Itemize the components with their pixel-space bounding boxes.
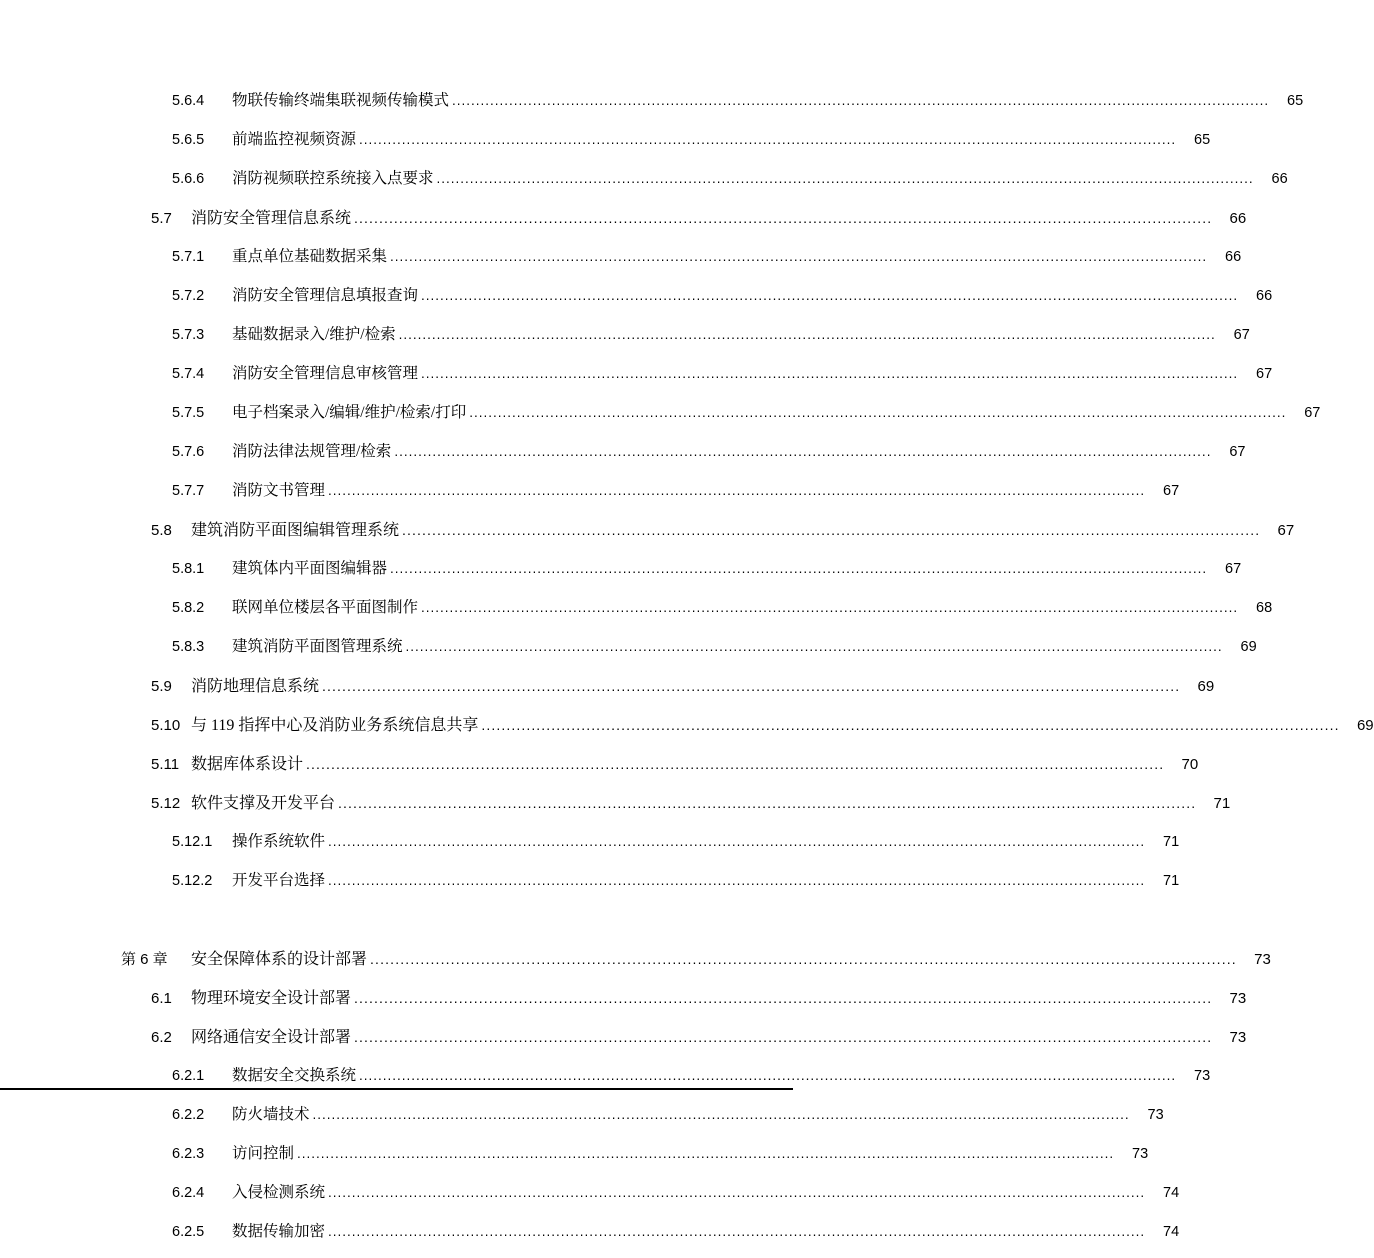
toc-leader-dots [406,640,1223,654]
toc-entry[interactable] [0,400,1321,439]
toc-leader-dots [481,718,1339,732]
toc-entry-number: 5.8 [151,522,172,539]
toc-entry-title: 建筑体内平面图编辑器 [232,560,388,577]
toc-entry[interactable] [0,283,1273,322]
toc-entry-title: 重点单位基础数据采集 [232,248,388,265]
toc-entry-page-number: 68 [1256,600,1273,616]
toc-entry[interactable] [0,439,1246,478]
toc-entry-number: 5.8.1 [172,561,205,577]
toc-leader-dots [399,328,1216,342]
toc-entry-title: 消防安全管理信息系统 [191,210,352,227]
toc-entry[interactable] [0,751,1199,790]
toc-entry-number: 5.7.2 [172,288,205,304]
toc-entry-page-number: 65 [1287,93,1304,109]
toc-leader-dots [390,250,1207,264]
toc-leader-dots [328,874,1145,888]
toc-leader-dots [421,367,1238,381]
toc-entry[interactable] [0,166,1288,205]
toc-spacer [0,907,793,946]
toc-entry[interactable] [0,790,1231,829]
toc-entry-page-number: 73 [1229,990,1247,1007]
toc-entry-number: 5.8.2 [172,600,205,616]
toc-entry-title: 防火墙技术 [232,1106,310,1123]
toc-entry-page-number: 69 [1197,678,1215,695]
table-of-contents [0,88,1374,1258]
toc-entry-title: 建筑消防平面图编辑管理系统 [191,522,400,539]
toc-leader-dots [359,133,1176,147]
toc-entry-title: 与 119 指挥中心及消防业务系统信息共享 [191,717,479,734]
toc-entry-number: 5.11 [151,756,180,773]
toc-entry-number: 6.2.4 [172,1185,205,1201]
toc-entry[interactable] [0,205,1247,244]
toc-leader-dots [338,796,1196,810]
toc-entry-title: 联网单位楼层各平面图制作 [232,599,419,616]
toc-entry-number: 第 6 章 [121,951,168,968]
toc-entry-title: 电子档案录入/编辑/维护/检索/打印 [232,404,467,421]
toc-leader-dots [370,952,1237,966]
toc-entry-number: 5.12.1 [172,834,213,850]
toc-entry-number: 6.2.3 [172,1146,205,1162]
toc-entry-page-number: 73 [1229,1029,1247,1046]
toc-entry-title: 网络通信安全设计部署 [191,1029,352,1046]
toc-entry[interactable] [0,361,1273,400]
toc-entry-title: 数据库体系设计 [191,756,304,773]
toc-entry-page-number: 74 [1163,1224,1180,1240]
toc-entry-page-number: 73 [1132,1146,1149,1162]
toc-entry-page-number: 67 [1163,483,1180,499]
toc-leader-dots [452,94,1269,108]
toc-entry-page-number: 71 [1213,795,1231,812]
toc-entry-page-number: 73 [1254,951,1271,968]
toc-entry-number: 5.12.2 [172,873,213,889]
toc-entry-title: 开发平台选择 [232,872,326,889]
toc-entry-title: 入侵检测系统 [232,1184,326,1201]
toc-entry-number: 5.7.1 [172,249,205,265]
toc-entry-page-number: 67 [1229,444,1246,460]
toc-entry[interactable] [0,1219,1180,1258]
toc-entry-page-number: 67 [1256,366,1273,382]
toc-leader-dots [328,484,1145,498]
toc-entry-title: 消防安全管理信息审核管理 [232,365,419,382]
toc-entry-page-number: 66 [1229,210,1247,227]
toc-leader-dots [322,679,1180,693]
toc-entry-title: 前端监控视频资源 [232,131,357,148]
toc-leader-dots [354,1030,1212,1044]
toc-entry-title: 数据传输加密 [232,1223,326,1240]
toc-entry-title: 消防视频联控系统接入点要求 [232,170,434,187]
toc-entry[interactable] [0,1180,1180,1219]
toc-entry[interactable] [0,946,1271,985]
toc-entry-title: 物理环境安全设计部署 [191,990,352,1007]
toc-leader-dots [354,991,1212,1005]
toc-entry[interactable] [0,556,1242,595]
toc-leader-dots [421,601,1238,615]
toc-entry-title: 消防安全管理信息填报查询 [232,287,419,304]
toc-entry[interactable] [0,88,1304,127]
toc-leader-dots [394,445,1211,459]
toc-entry-page-number: 69 [1356,717,1374,734]
toc-entry[interactable] [0,712,1374,751]
toc-entry[interactable] [0,1102,1164,1141]
toc-entry-page-number: 67 [1304,405,1321,421]
toc-entry-number: 5.12 [151,795,181,812]
toc-entry-page-number: 67 [1233,327,1250,343]
toc-entry-title: 安全保障体系的设计部署 [191,951,368,968]
toc-entry[interactable] [0,322,1250,361]
toc-entry[interactable] [0,244,1242,283]
toc-entry[interactable] [0,985,1247,1024]
toc-entry-page-number: 74 [1163,1185,1180,1201]
toc-entry-page-number: 67 [1277,522,1295,539]
toc-entry[interactable] [0,1063,1211,1102]
toc-entry-title: 基础数据录入/维护/检索 [232,326,396,343]
toc-entry-number: 5.7.7 [172,483,205,499]
toc-entry-page-number: 69 [1240,639,1257,655]
footer-separator-rule [0,1088,793,1090]
toc-entry[interactable] [0,1141,1149,1180]
toc-leader-dots [437,172,1254,186]
toc-leader-dots [306,757,1164,771]
toc-entry[interactable] [0,673,1215,712]
toc-entry-number: 6.2 [151,1029,172,1046]
toc-leader-dots [354,211,1212,225]
toc-entry-page-number: 71 [1163,834,1180,850]
toc-entry-number: 5.6.4 [172,93,205,109]
toc-leader-dots [402,523,1260,537]
toc-entry-number: 6.2.2 [172,1107,205,1123]
toc-leader-dots [297,1147,1114,1161]
toc-entry-number: 5.6.6 [172,171,205,187]
toc-entry-page-number: 66 [1256,288,1273,304]
toc-entry-title: 消防地理信息系统 [191,678,320,695]
toc-entry-page-number: 71 [1163,873,1180,889]
toc-entry[interactable] [0,868,1180,907]
toc-leader-dots [359,1069,1176,1083]
toc-entry-number: 5.7.3 [172,327,205,343]
toc-entry-page-number: 67 [1225,561,1242,577]
toc-entry-page-number: 73 [1147,1107,1164,1123]
toc-entry[interactable] [0,829,1180,868]
toc-entry[interactable] [0,634,1257,673]
toc-entry[interactable] [0,595,1273,634]
toc-entry-title: 软件支撑及开发平台 [191,795,336,812]
toc-entry[interactable] [0,478,1180,517]
toc-entry-page-number: 66 [1271,171,1288,187]
toc-leader-dots [328,1186,1145,1200]
toc-entry-title: 消防法律法规管理/检索 [232,443,392,460]
toc-entry-number: 5.9 [151,678,172,695]
toc-leader-dots [328,1225,1145,1239]
toc-entry-title: 数据安全交换系统 [232,1067,357,1084]
toc-entry-page-number: 73 [1194,1068,1211,1084]
toc-entry-page-number: 66 [1225,249,1242,265]
toc-entry[interactable] [0,517,1295,556]
toc-entry-page-number: 65 [1194,132,1211,148]
toc-leader-dots [313,1108,1130,1122]
toc-entry-title: 物联传输终端集联视频传输模式 [232,92,450,109]
toc-entry-number: 5.7.5 [172,405,205,421]
toc-leader-dots [421,289,1238,303]
toc-entry-number: 5.7.6 [172,444,205,460]
toc-entry-number: 6.1 [151,990,172,1007]
toc-leader-dots [328,835,1145,849]
toc-entry-title: 访问控制 [232,1145,295,1162]
toc-entry-number: 5.6.5 [172,132,205,148]
toc-entry-number: 5.7 [151,210,172,227]
toc-leader-dots [469,406,1286,420]
toc-leader-dots [390,562,1207,576]
toc-entry-number: 6.2.1 [172,1068,205,1084]
toc-entry-page-number: 70 [1181,756,1199,773]
toc-entry[interactable] [0,1024,1247,1063]
toc-entry-title: 建筑消防平面图管理系统 [232,638,403,655]
toc-entry[interactable] [0,127,1211,166]
toc-entry-title: 消防文书管理 [232,482,326,499]
toc-entry-title: 操作系统软件 [232,833,326,850]
toc-entry-number: 5.8.3 [172,639,205,655]
toc-entry-number: 6.2.5 [172,1224,205,1240]
toc-entry-number: 5.10 [151,717,181,734]
toc-entry-number: 5.7.4 [172,366,205,382]
